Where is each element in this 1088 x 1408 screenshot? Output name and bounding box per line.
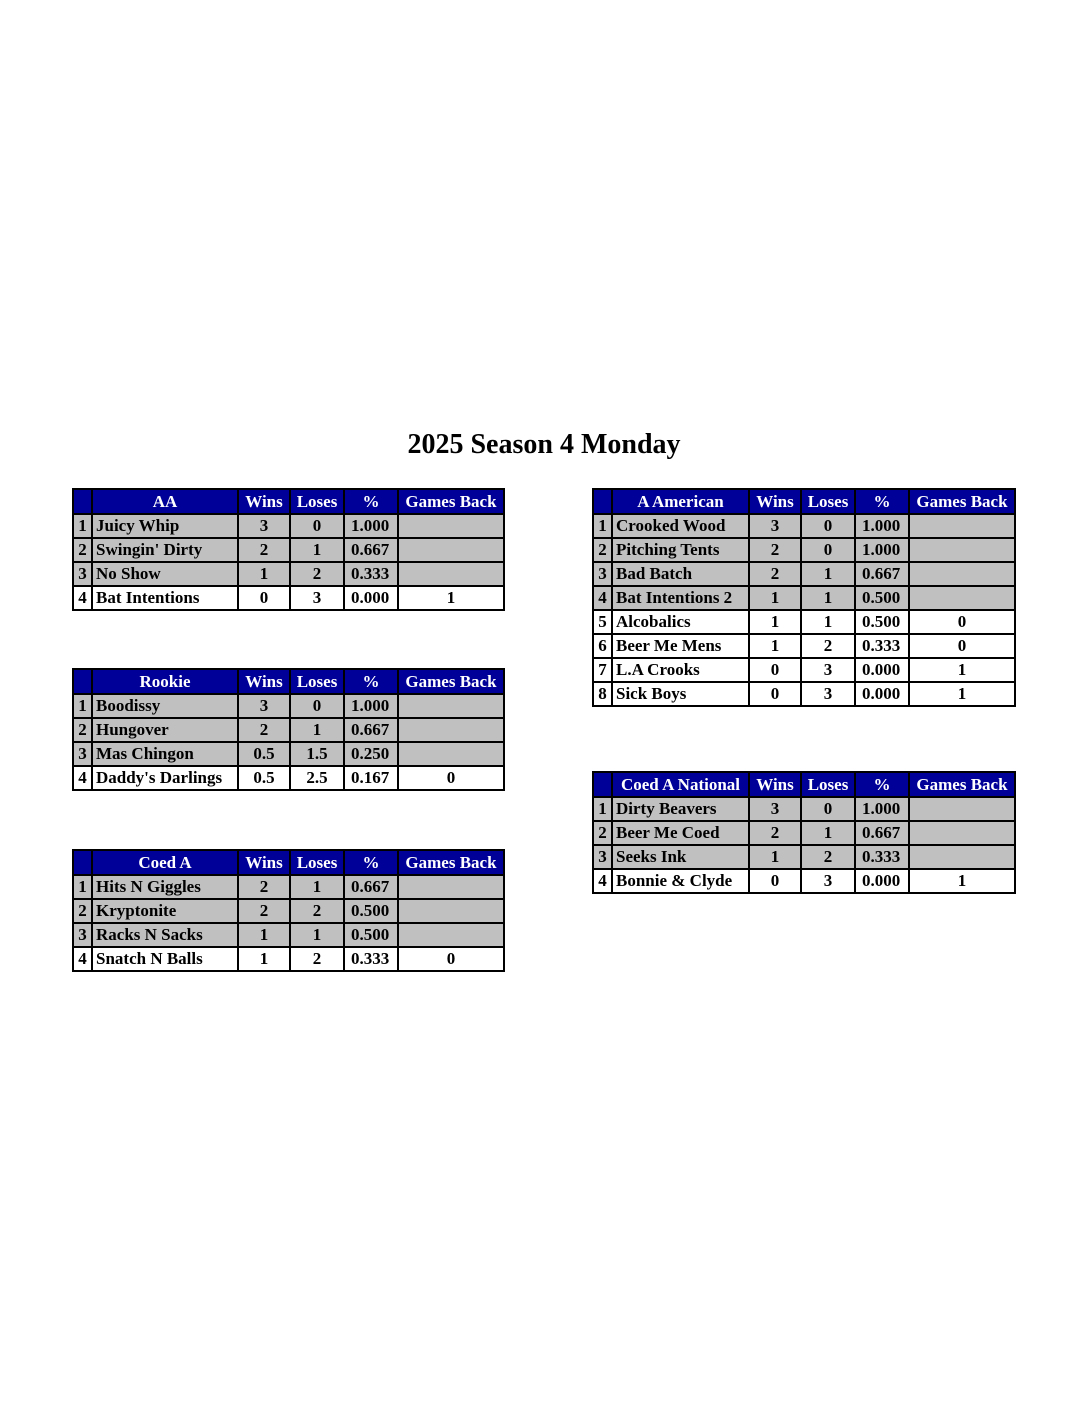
loses-cell: 2 <box>290 947 344 971</box>
loses-cell: 3 <box>290 586 344 610</box>
wins-cell: 2 <box>238 538 290 562</box>
pct-cell: 0.667 <box>344 718 398 742</box>
division-name: A American <box>612 489 749 514</box>
games-back-cell: 0 <box>909 610 1015 634</box>
loses-cell: 1 <box>290 538 344 562</box>
loses-cell: 3 <box>801 682 855 706</box>
games-back-header: Games Back <box>398 489 504 514</box>
wins-cell: 1 <box>749 845 801 869</box>
wins-cell: 1 <box>238 923 290 947</box>
loses-cell: 1 <box>290 718 344 742</box>
team-name: Sick Boys <box>612 682 749 706</box>
table-row <box>593 797 1015 821</box>
loses-cell: 1 <box>801 821 855 845</box>
games-back-header: Games Back <box>909 489 1015 514</box>
team-name: Kryptonite <box>92 899 238 923</box>
loses-header: Loses <box>290 850 344 875</box>
rank-cell: 2 <box>593 821 612 845</box>
table-row <box>593 634 1015 658</box>
table-header-row <box>593 772 1015 797</box>
rank-cell: 8 <box>593 682 612 706</box>
table-row <box>73 694 504 718</box>
table-row <box>73 718 504 742</box>
games-back-cell: 1 <box>398 586 504 610</box>
rank-cell: 3 <box>73 562 92 586</box>
games-back-cell <box>398 923 504 947</box>
division-name: AA <box>92 489 238 514</box>
team-name: No Show <box>92 562 238 586</box>
division-name: Rookie <box>92 669 238 694</box>
pct-cell: 1.000 <box>855 514 909 538</box>
wins-cell: 2 <box>749 538 801 562</box>
wins-header: Wins <box>749 772 801 797</box>
games-back-cell <box>909 586 1015 610</box>
loses-cell: 1.5 <box>290 742 344 766</box>
wins-cell: 3 <box>238 694 290 718</box>
pct-cell: 0.167 <box>344 766 398 790</box>
games-back-cell: 1 <box>909 869 1015 893</box>
table-row <box>73 899 504 923</box>
games-back-cell <box>398 514 504 538</box>
rank-cell: 4 <box>593 586 612 610</box>
pct-cell: 0.333 <box>855 845 909 869</box>
games-back-cell <box>398 875 504 899</box>
team-name: Bat Intentions 2 <box>612 586 749 610</box>
standings-table-coed-a <box>72 849 505 972</box>
loses-cell: 0 <box>801 538 855 562</box>
table-header-row <box>73 489 504 514</box>
pct-cell: 0.333 <box>855 634 909 658</box>
pct-header: % <box>344 489 398 514</box>
wins-cell: 1 <box>749 610 801 634</box>
games-back-cell: 0 <box>909 634 1015 658</box>
pct-cell: 1.000 <box>855 797 909 821</box>
standings-table-coed-a-national <box>592 771 1016 894</box>
loses-cell: 0 <box>801 797 855 821</box>
wins-cell: 0 <box>749 658 801 682</box>
loses-cell: 3 <box>801 658 855 682</box>
games-back-cell <box>909 538 1015 562</box>
loses-cell: 1 <box>801 586 855 610</box>
table-row <box>593 610 1015 634</box>
standings-table-aa <box>72 488 505 611</box>
table-row <box>593 538 1015 562</box>
rank-cell: 1 <box>73 514 92 538</box>
pct-cell: 0.333 <box>344 562 398 586</box>
pct-cell: 0.500 <box>855 610 909 634</box>
games-back-cell: 0 <box>398 947 504 971</box>
pct-cell: 0.667 <box>855 562 909 586</box>
games-back-cell <box>909 514 1015 538</box>
table-row <box>593 682 1015 706</box>
games-back-cell <box>398 718 504 742</box>
wins-cell: 0 <box>238 586 290 610</box>
pct-cell: 0.500 <box>855 586 909 610</box>
team-name: Boodissy <box>92 694 238 718</box>
table-row <box>73 586 504 610</box>
rank-cell: 2 <box>73 899 92 923</box>
rank-cell: 2 <box>593 538 612 562</box>
team-name: Swingin' Dirty <box>92 538 238 562</box>
wins-header: Wins <box>749 489 801 514</box>
team-name: Alcobalics <box>612 610 749 634</box>
standings-table-a-american <box>592 488 1016 707</box>
rank-header <box>73 669 92 694</box>
table-row <box>593 658 1015 682</box>
games-back-cell <box>398 899 504 923</box>
games-back-cell: 0 <box>398 766 504 790</box>
team-name: Mas Chingon <box>92 742 238 766</box>
pct-cell: 0.000 <box>855 658 909 682</box>
pct-header: % <box>344 850 398 875</box>
pct-cell: 0.500 <box>344 899 398 923</box>
table-row <box>593 562 1015 586</box>
pct-cell: 0.667 <box>344 875 398 899</box>
games-back-cell <box>398 538 504 562</box>
games-back-cell <box>398 562 504 586</box>
wins-cell: 3 <box>749 514 801 538</box>
rank-cell: 4 <box>73 947 92 971</box>
rank-cell: 3 <box>593 845 612 869</box>
table-row <box>593 845 1015 869</box>
games-back-cell <box>909 845 1015 869</box>
wins-cell: 0.5 <box>238 766 290 790</box>
wins-cell: 2 <box>238 718 290 742</box>
pct-cell: 0.667 <box>855 821 909 845</box>
rank-cell: 2 <box>73 718 92 742</box>
table-row <box>73 562 504 586</box>
rank-cell: 3 <box>73 742 92 766</box>
wins-cell: 1 <box>238 947 290 971</box>
division-name: Coed A <box>92 850 238 875</box>
loses-cell: 1 <box>801 562 855 586</box>
rank-cell: 6 <box>593 634 612 658</box>
loses-header: Loses <box>801 772 855 797</box>
team-name: Crooked Wood <box>612 514 749 538</box>
loses-cell: 2 <box>290 562 344 586</box>
wins-cell: 0 <box>749 682 801 706</box>
team-name: Seeks Ink <box>612 845 749 869</box>
page-title: 2025 Season 4 Monday <box>407 429 681 460</box>
team-name: L.A Crooks <box>612 658 749 682</box>
pct-cell: 0.000 <box>344 586 398 610</box>
standings-table-rookie <box>72 668 505 791</box>
team-name: Bad Batch <box>612 562 749 586</box>
division-name: Coed A National <box>612 772 749 797</box>
wins-cell: 2 <box>749 821 801 845</box>
table-row <box>73 514 504 538</box>
table-row <box>593 869 1015 893</box>
rank-cell: 4 <box>73 766 92 790</box>
rank-cell: 3 <box>73 923 92 947</box>
loses-cell: 0 <box>801 514 855 538</box>
rank-header <box>593 489 612 514</box>
table-row <box>73 742 504 766</box>
wins-cell: 3 <box>238 514 290 538</box>
loses-cell: 3 <box>801 869 855 893</box>
pct-header: % <box>855 772 909 797</box>
team-name: Pitching Tents <box>612 538 749 562</box>
games-back-cell <box>909 821 1015 845</box>
pct-cell: 1.000 <box>344 694 398 718</box>
games-back-header: Games Back <box>398 669 504 694</box>
wins-cell: 1 <box>749 634 801 658</box>
games-back-header: Games Back <box>909 772 1015 797</box>
loses-cell: 2.5 <box>290 766 344 790</box>
wins-cell: 1 <box>238 562 290 586</box>
loses-header: Loses <box>801 489 855 514</box>
loses-cell: 0 <box>290 694 344 718</box>
loses-cell: 1 <box>290 875 344 899</box>
wins-cell: 0 <box>749 869 801 893</box>
team-name: Daddy's Darlings <box>92 766 238 790</box>
pct-cell: 0.667 <box>344 538 398 562</box>
rank-cell: 4 <box>73 586 92 610</box>
wins-header: Wins <box>238 669 290 694</box>
table-header-row <box>73 850 504 875</box>
team-name: Bonnie & Clyde <box>612 869 749 893</box>
rank-header <box>73 850 92 875</box>
rank-cell: 4 <box>593 869 612 893</box>
table-row <box>593 514 1015 538</box>
pct-cell: 0.250 <box>344 742 398 766</box>
loses-cell: 2 <box>290 899 344 923</box>
team-name: Beer Me Coed <box>612 821 749 845</box>
table-header-row <box>593 489 1015 514</box>
pct-header: % <box>855 489 909 514</box>
pct-cell: 0.000 <box>855 869 909 893</box>
rank-cell: 1 <box>593 514 612 538</box>
loses-cell: 1 <box>801 610 855 634</box>
wins-header: Wins <box>238 850 290 875</box>
team-name: Hits N Giggles <box>92 875 238 899</box>
wins-header: Wins <box>238 489 290 514</box>
rank-header <box>593 772 612 797</box>
games-back-cell: 1 <box>909 682 1015 706</box>
wins-cell: 3 <box>749 797 801 821</box>
table-row <box>593 821 1015 845</box>
games-back-header: Games Back <box>398 850 504 875</box>
loses-header: Loses <box>290 489 344 514</box>
table-row <box>73 875 504 899</box>
team-name: Hungover <box>92 718 238 742</box>
rank-cell: 1 <box>73 694 92 718</box>
loses-cell: 2 <box>801 634 855 658</box>
games-back-cell <box>398 694 504 718</box>
wins-cell: 2 <box>238 875 290 899</box>
table-row <box>73 923 504 947</box>
pct-cell: 1.000 <box>855 538 909 562</box>
rank-cell: 5 <box>593 610 612 634</box>
rank-header <box>73 489 92 514</box>
loses-header: Loses <box>290 669 344 694</box>
pct-cell: 0.500 <box>344 923 398 947</box>
wins-cell: 0.5 <box>238 742 290 766</box>
team-name: Racks N Sacks <box>92 923 238 947</box>
rank-cell: 7 <box>593 658 612 682</box>
pct-cell: 0.000 <box>855 682 909 706</box>
table-row <box>593 586 1015 610</box>
pct-cell: 1.000 <box>344 514 398 538</box>
wins-cell: 2 <box>238 899 290 923</box>
team-name: Snatch N Balls <box>92 947 238 971</box>
loses-cell: 0 <box>290 514 344 538</box>
team-name: Beer Me Mens <box>612 634 749 658</box>
table-row <box>73 766 504 790</box>
team-name: Bat Intentions <box>92 586 238 610</box>
wins-cell: 2 <box>749 562 801 586</box>
team-name: Juicy Whip <box>92 514 238 538</box>
games-back-cell <box>909 797 1015 821</box>
rank-cell: 1 <box>73 875 92 899</box>
games-back-cell <box>909 562 1015 586</box>
pct-cell: 0.333 <box>344 947 398 971</box>
table-header-row <box>73 669 504 694</box>
pct-header: % <box>344 669 398 694</box>
table-row <box>73 947 504 971</box>
games-back-cell <box>398 742 504 766</box>
games-back-cell: 1 <box>909 658 1015 682</box>
wins-cell: 1 <box>749 586 801 610</box>
rank-cell: 1 <box>593 797 612 821</box>
loses-cell: 2 <box>801 845 855 869</box>
table-row <box>73 538 504 562</box>
rank-cell: 3 <box>593 562 612 586</box>
loses-cell: 1 <box>290 923 344 947</box>
team-name: Dirty Beavers <box>612 797 749 821</box>
rank-cell: 2 <box>73 538 92 562</box>
